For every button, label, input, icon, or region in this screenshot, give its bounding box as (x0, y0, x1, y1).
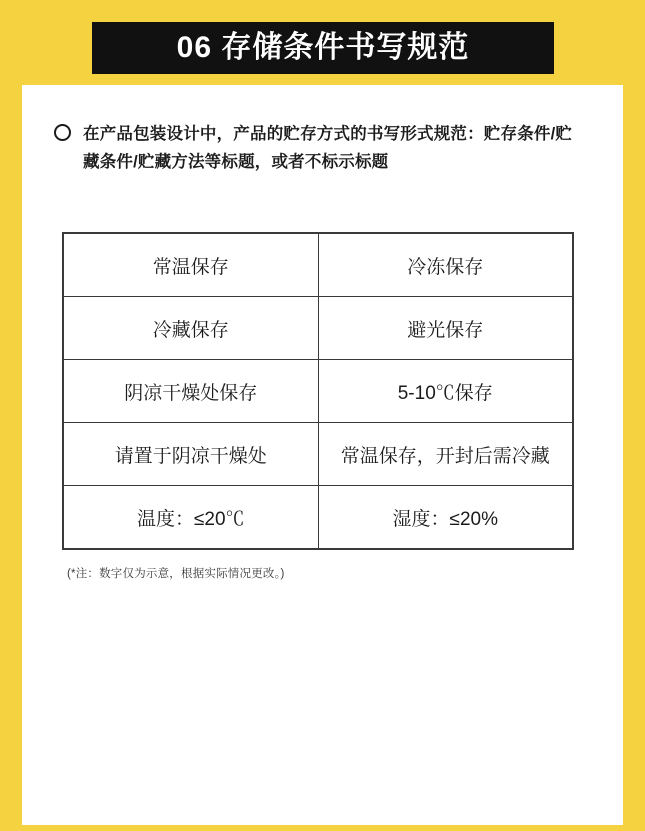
table-row (64, 297, 573, 360)
title-bar (92, 22, 554, 74)
bullet-paragraph (54, 120, 584, 176)
storage-conditions-table (62, 232, 574, 550)
table-cell: 避光保存 (318, 297, 573, 360)
table-cell: 请置于阴凉干燥处 (64, 423, 319, 486)
table-row (64, 486, 573, 549)
table-row (64, 234, 573, 297)
content-card (22, 85, 623, 825)
table-cell: 阴凉干燥处保存 (64, 360, 319, 423)
table-cell: 湿度：≤20% (318, 486, 573, 549)
table-cell: 常温保存 (64, 234, 319, 297)
table-cell: 温度：≤20℃ (64, 486, 319, 549)
footnote: (*注：数字仅为示意，根据实际情况更改。) (67, 568, 285, 580)
bullet-paragraph-text: 在产品包装设计中，产品的贮存方式的书写形式规范：贮存条件/贮藏条件/贮藏方法等标题，或者不标示标题 (83, 125, 573, 172)
page-title: 06 存储条件书写规范 (176, 31, 470, 64)
circle-outline-icon (54, 124, 71, 141)
table-cell: 冷冻保存 (318, 234, 573, 297)
table-row (64, 423, 573, 486)
table-cell: 冷藏保存 (64, 297, 319, 360)
table-row (64, 360, 573, 423)
table-cell: 5-10℃保存 (318, 360, 573, 423)
table-cell: 常温保存，开封后需冷藏 (318, 423, 573, 486)
